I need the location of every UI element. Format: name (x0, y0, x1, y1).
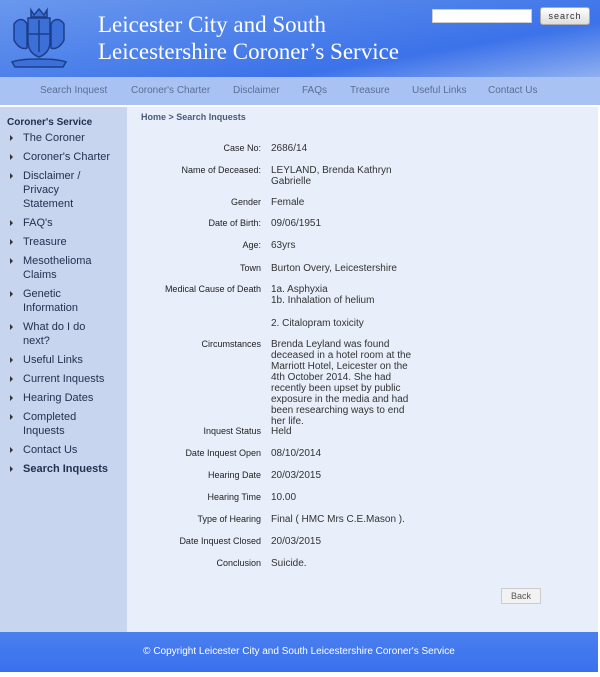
field-label: Conclusion (216, 558, 261, 568)
field-label: Case No: (223, 143, 261, 153)
record-row (127, 218, 598, 229)
sidebar-item-contact-us[interactable]: Contact Us (7, 443, 127, 457)
field-value: 1b. Inhalation of helium (271, 295, 375, 306)
field-value: 63yrs (271, 240, 296, 251)
royal-crest-logo (6, 4, 72, 70)
sidebar-item-what-next[interactable]: What do I do next? (7, 320, 97, 348)
field-label: Hearing Date (207, 470, 261, 480)
field-value: 09/06/1951 (271, 218, 322, 229)
field-label: Type of Hearing (197, 514, 261, 524)
sidebar-item-current-inquests[interactable]: Current Inquests (7, 372, 127, 386)
record-row (127, 448, 598, 459)
field-value: 2. Citalopram toxicity (271, 318, 364, 329)
sidebar-item-coroners-charter[interactable]: Coroner's Charter (7, 150, 127, 164)
sidebar (0, 107, 127, 632)
header (0, 0, 600, 77)
field-label: Town (239, 263, 261, 273)
field-label: Inquest Status (203, 426, 261, 436)
record-row (127, 339, 598, 427)
field-label: Date Inquest Closed (179, 536, 261, 546)
field-label: Hearing Time (207, 492, 261, 502)
field-label: Date of Birth: (208, 218, 261, 228)
field-value: Held (271, 426, 292, 437)
sidebar-item-faqs[interactable]: FAQ's (7, 216, 127, 230)
record-row (127, 240, 598, 251)
nav-treasure[interactable]: Treasure (350, 85, 390, 96)
field-label: Medical Cause of Death (164, 284, 261, 294)
field-value: 08/10/2014 (271, 448, 322, 459)
copyright-text: © Copyright Leicester City and South Leicestershire Coroner's Service (143, 646, 455, 657)
field-label: Gender (230, 197, 261, 207)
breadcrumb[interactable]: Home > Search Inquests (141, 112, 246, 122)
field-label: Circumstances (201, 339, 261, 349)
title-line-2: Leicestershire Coroner’s Service (98, 39, 400, 64)
nav-contact-us[interactable]: Contact Us (488, 85, 538, 96)
record-row (127, 536, 598, 547)
main-content (127, 107, 598, 632)
sidebar-heading: Coroner's Service (7, 117, 93, 128)
nav-coroners-charter[interactable]: Coroner's Charter (131, 85, 211, 96)
sidebar-item-the-coroner[interactable]: The Coroner (7, 131, 127, 145)
back-button[interactable]: Back (501, 588, 541, 604)
record-row (127, 558, 598, 569)
field-label: Name of Deceased: (181, 165, 261, 175)
record-row (127, 197, 598, 208)
record-row (127, 492, 598, 503)
sidebar-item-useful-links[interactable]: Useful Links (7, 353, 127, 367)
sidebar-item-hearing-dates[interactable]: Hearing Dates (7, 391, 127, 405)
footer (0, 632, 598, 672)
sidebar-item-treasure[interactable]: Treasure (7, 235, 127, 249)
field-value: Female (271, 197, 305, 208)
nav-useful-links[interactable]: Useful Links (412, 85, 467, 96)
field-label: Age: (242, 240, 261, 250)
record-row (127, 514, 598, 525)
sidebar-item-disclaimer[interactable]: Disclaimer / Privacy Statement (7, 169, 87, 211)
record-row (127, 165, 598, 187)
record-row (127, 284, 598, 329)
record-row (127, 470, 598, 481)
record-row (127, 426, 598, 437)
nav-search-inquest[interactable]: Search Inquest (40, 85, 108, 96)
sidebar-item-genetic-information[interactable]: Genetic Information (7, 287, 97, 315)
field-value: 1a. Asphyxia (271, 284, 328, 295)
site-title (98, 11, 399, 65)
search-button[interactable]: search (540, 7, 590, 25)
field-value: 20/03/2015 (271, 536, 322, 547)
top-nav (0, 77, 600, 105)
sidebar-item-completed-inquests[interactable]: Completed Inquests (7, 410, 97, 438)
field-value: 20/03/2015 (271, 470, 322, 481)
field-value: LEYLAND, Brenda Kathryn Gabrielle (271, 165, 392, 187)
field-label: Date Inquest Open (185, 448, 261, 458)
nav-faqs[interactable]: FAQs (302, 85, 328, 96)
field-value: Suicide. (271, 558, 307, 569)
record-row (127, 143, 598, 154)
field-value: Final ( HMC Mrs C.E.Mason ). (271, 514, 405, 525)
field-value: Brenda Leyland was found deceased in a hotel room at the Marriott Hotel, Leicester on the 4th October 2014. She had recently been upset by public exposure in the media and had been researching ways to end her life. (271, 339, 412, 427)
field-value: Burton Overy, Leicestershire (271, 263, 397, 274)
nav-disclaimer[interactable]: Disclaimer (233, 85, 280, 96)
sidebar-item-mesothelioma[interactable]: Mesothelioma Claims (7, 254, 107, 282)
search-input[interactable] (432, 9, 532, 23)
field-value: 2686/14 (271, 143, 308, 154)
sidebar-item-search-inquests[interactable]: Search Inquests (7, 462, 127, 476)
field-value: 10.00 (271, 492, 297, 503)
title-line-1: Leicester City and South (98, 12, 327, 37)
record-row (127, 263, 598, 274)
